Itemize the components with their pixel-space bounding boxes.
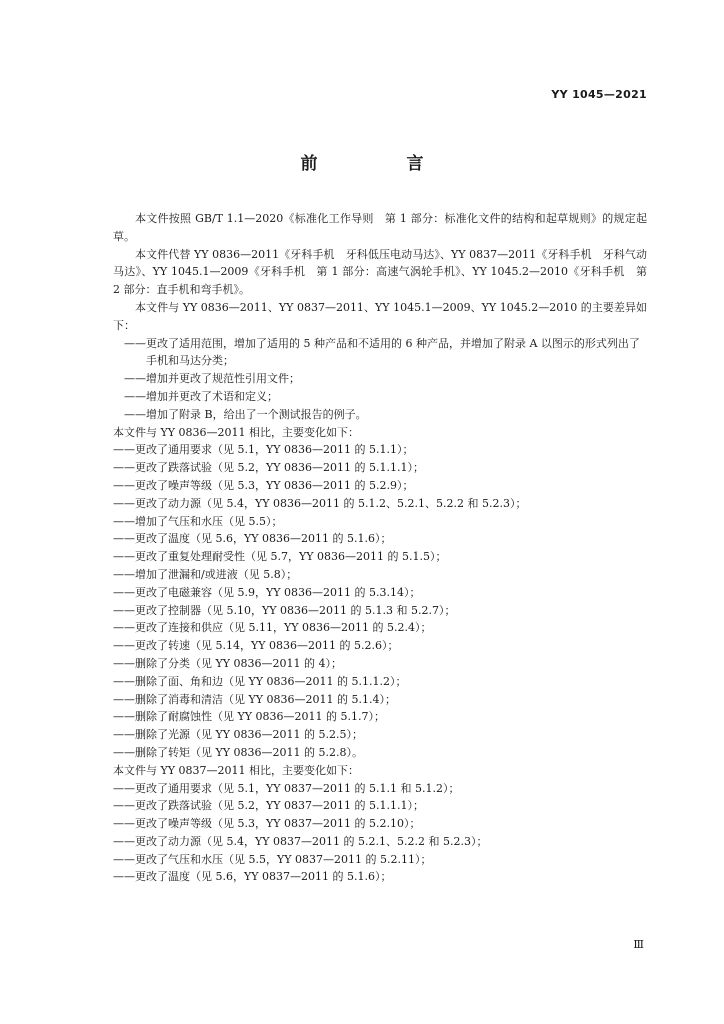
page-title: 前 言	[300, 154, 460, 174]
list-item: ——删除了面、角和边（见 YY 0836—2011 的 5.1.1.2）；	[113, 674, 407, 688]
list-item: ——更改了气压和水压（见 5.5，YY 0837—2011 的 5.2.11）；	[113, 852, 432, 866]
list-item: ——增加了泄漏和/或进液（见 5.8）；	[113, 567, 298, 581]
standard-code: YY 1045—2021	[551, 88, 647, 101]
list-item: ——更改了连接和供应（见 5.11，YY 0836—2011 的 5.2.4）；	[113, 621, 432, 635]
list-item: ——更改了跌落试验（见 5.2，YY 0836—2011 的 5.1.1.1）；	[113, 461, 424, 475]
list-item: ——更改了跌落试验（见 5.2，YY 0837—2011 的 5.1.1.1）；	[113, 799, 424, 813]
list-item: ——删除了消毒和清洁（见 YY 0836—2011 的 5.1.4）；	[113, 692, 396, 706]
list-item: ——更改了通用要求（见 5.1，YY 0836—2011 的 5.1.1）；	[113, 443, 414, 457]
list-item: ——更改了动力源（见 5.4，YY 0837—2011 的 5.2.1、5.2.2 和 5.2.3）；	[113, 834, 488, 848]
list-item: ——更改了动力源（见 5.4，YY 0836—2011 的 5.1.2、5.2.1、5.2.2 和 5.2.3）；	[113, 496, 527, 510]
list-item: ——删除了光源（见 YY 0836—2011 的 5.2.5）；	[113, 728, 363, 742]
section-0836-intro: 本文件与 YY 0836—2011 相比，主要变化如下：	[113, 425, 360, 439]
list-item: ——增加了气压和水压（见 5.5）；	[113, 514, 283, 528]
list-item: ——更改了温度（见 5.6，YY 0837—2011 的 5.1.6）；	[113, 870, 392, 884]
section-0837-intro: 本文件与 YY 0837—2011 相比，主要变化如下：	[113, 763, 360, 777]
list-item: ——删除了耐腐蚀性（见 YY 0836—2011 的 5.1.7）；	[113, 710, 385, 724]
list-item: ——删除了分类（见 YY 0836—2011 的 4）；	[113, 656, 342, 670]
list-item: ——增加并更改了规范性引用文件；	[124, 372, 300, 386]
list-item: ——增加并更改了术语和定义；	[124, 389, 278, 403]
paragraph-replaces: 本文件代替 YY 0836—2011《牙科手机 牙科低压电动马达》、YY 0837—2011《牙科手机 牙科气动马达》、YY 1045.1—2009《牙科手机 第 1 部分：高速气涡轮手机》、YY 1045.2—2010《牙科手机 第 2 部分：直手机和弯手机》。	[113, 247, 647, 297]
list-item: ——更改了温度（见 5.6，YY 0836—2011 的 5.1.6）；	[113, 532, 392, 546]
list-item: ——更改了转速（见 5.14，YY 0836—2011 的 5.2.6）；	[113, 639, 399, 653]
page-number: Ⅲ	[633, 938, 644, 951]
section-0837-list	[113, 780, 647, 887]
list-item: ——更改了噪声等级（见 5.3，YY 0836—2011 的 5.2.9）；	[113, 478, 414, 492]
list-item: ——更改了适用范围，增加了适用的 5 种产品和不适用的 6 种产品，并增加了附录 A 以图示的形式列出了手机和马达分类；	[124, 336, 640, 368]
main-differences-list	[113, 335, 647, 424]
list-item: ——更改了噪声等级（见 5.3，YY 0837—2011 的 5.2.10）；	[113, 817, 421, 831]
paragraph-main-differences: 本文件与 YY 0836—2011、YY 0837—2011、YY 1045.1—2009、YY 1045.2—2010 的主要差异如下：	[113, 300, 647, 332]
paragraph-drafting-rules: 本文件按照 GB/T 1.1—2020《标准化工作导则 第 1 部分：标准化文件的结构和起草规则》的规定起草。	[113, 212, 647, 243]
list-item: ——更改了电磁兼容（见 5.9，YY 0836—2011 的 5.3.14）；	[113, 585, 421, 599]
document-body	[113, 210, 647, 886]
list-item: ——增加了附录 B，给出了一个测试报告的例子。	[124, 407, 367, 421]
list-item: ——删除了转矩（见 YY 0836—2011 的 5.2.8）。	[113, 745, 363, 759]
list-item: ——更改了通用要求（见 5.1，YY 0837—2011 的 5.1.1 和 5.1.2）；	[113, 781, 460, 795]
list-item: ——更改了控制器（见 5.10，YY 0836—2011 的 5.1.3 和 5.2.7）；	[113, 603, 456, 617]
section-0836-list	[113, 441, 647, 761]
list-item: ——更改了重复处理耐受性（见 5.7，YY 0836—2011 的 5.1.5）；	[113, 550, 447, 564]
